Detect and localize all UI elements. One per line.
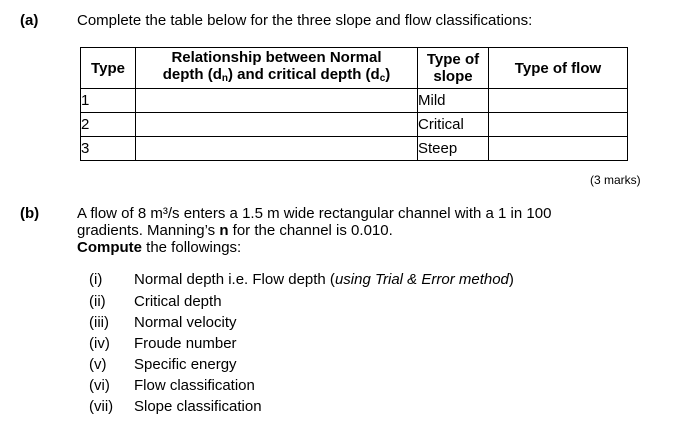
header-relationship-line1: Relationship between Normal <box>171 49 382 66</box>
row-flow-cell[interactable] <box>489 113 628 137</box>
part-a-label: (a) <box>20 12 39 29</box>
row-relationship-cell[interactable] <box>136 113 418 137</box>
list-item-number: (vi) <box>89 377 110 394</box>
row-type: 3 <box>81 137 136 161</box>
table-header-row <box>81 48 628 89</box>
header-relationship-line2b: ) and critical depth (d <box>228 66 380 83</box>
list-item-italic: using Trial & Error method <box>334 271 509 288</box>
header-relationship <box>136 48 418 89</box>
header-sub-c: c <box>379 73 386 84</box>
list-item <box>89 293 222 310</box>
row-type: 1 <box>81 89 136 113</box>
list-item <box>89 314 237 331</box>
part-b-mannings-n: n <box>219 222 229 239</box>
table-row <box>81 113 628 137</box>
list-item-text: Flow classification <box>134 377 255 394</box>
header-type: Type <box>81 48 136 89</box>
row-slope: Steep <box>418 137 489 161</box>
row-relationship-cell[interactable] <box>136 137 418 161</box>
compute-rest: the followings: <box>142 239 242 256</box>
header-sub-n: n <box>221 73 228 84</box>
part-b-compute <box>77 239 241 256</box>
list-item <box>89 335 237 352</box>
list-item-text: Normal depth i.e. Flow depth ( <box>134 271 335 288</box>
list-item <box>89 356 237 373</box>
part-b-text-line1: A flow of 8 m³/s enters a 1.5 m wide rectangular channel with a 1 in 100 <box>77 205 552 222</box>
header-relationship-line2a: depth (d <box>162 66 222 83</box>
row-relationship-cell[interactable] <box>136 89 418 113</box>
list-item-text: Normal velocity <box>134 314 237 331</box>
part-b-label: (b) <box>20 205 40 222</box>
row-slope: Critical <box>418 113 489 137</box>
list-item-number: (i) <box>89 271 103 288</box>
list-item-number: (v) <box>89 356 107 373</box>
header-relationship-line2c: ) <box>385 66 391 83</box>
part-b-text-line2a: gradients. Manning’s <box>77 222 220 239</box>
row-flow-cell[interactable] <box>489 89 628 113</box>
header-slope-line1: Type of <box>426 51 480 68</box>
row-slope: Mild <box>418 89 489 113</box>
table-row <box>81 137 628 161</box>
list-item-text: Slope classification <box>134 398 262 415</box>
list-item-text: Critical depth <box>134 293 222 310</box>
list-item-text: Froude number <box>134 335 237 352</box>
list-item-after: ) <box>508 271 514 288</box>
list-item-number: (vii) <box>89 398 114 415</box>
compute-bold: Compute <box>77 239 142 256</box>
header-slope-line2: slope <box>433 68 473 85</box>
part-a-marks: (3 marks) <box>590 173 641 187</box>
list-item <box>89 377 255 394</box>
part-b-text-line2b: for the channel is 0.010. <box>228 222 393 239</box>
list-item-text: Specific energy <box>134 356 237 373</box>
part-b-text-line2 <box>77 222 393 239</box>
row-flow-cell[interactable] <box>489 137 628 161</box>
list-item-number: (ii) <box>89 293 106 310</box>
list-item <box>89 398 262 415</box>
row-type: 2 <box>81 113 136 137</box>
table-row <box>81 89 628 113</box>
header-type-of-slope <box>418 48 489 89</box>
header-type-of-flow: Type of flow <box>489 48 628 89</box>
list-item-number: (iii) <box>89 314 109 331</box>
part-a-instruction: Complete the table below for the three slope and flow classifications: <box>77 12 533 29</box>
classification-table <box>80 47 628 161</box>
list-item <box>89 271 514 288</box>
list-item-number: (iv) <box>89 335 110 352</box>
